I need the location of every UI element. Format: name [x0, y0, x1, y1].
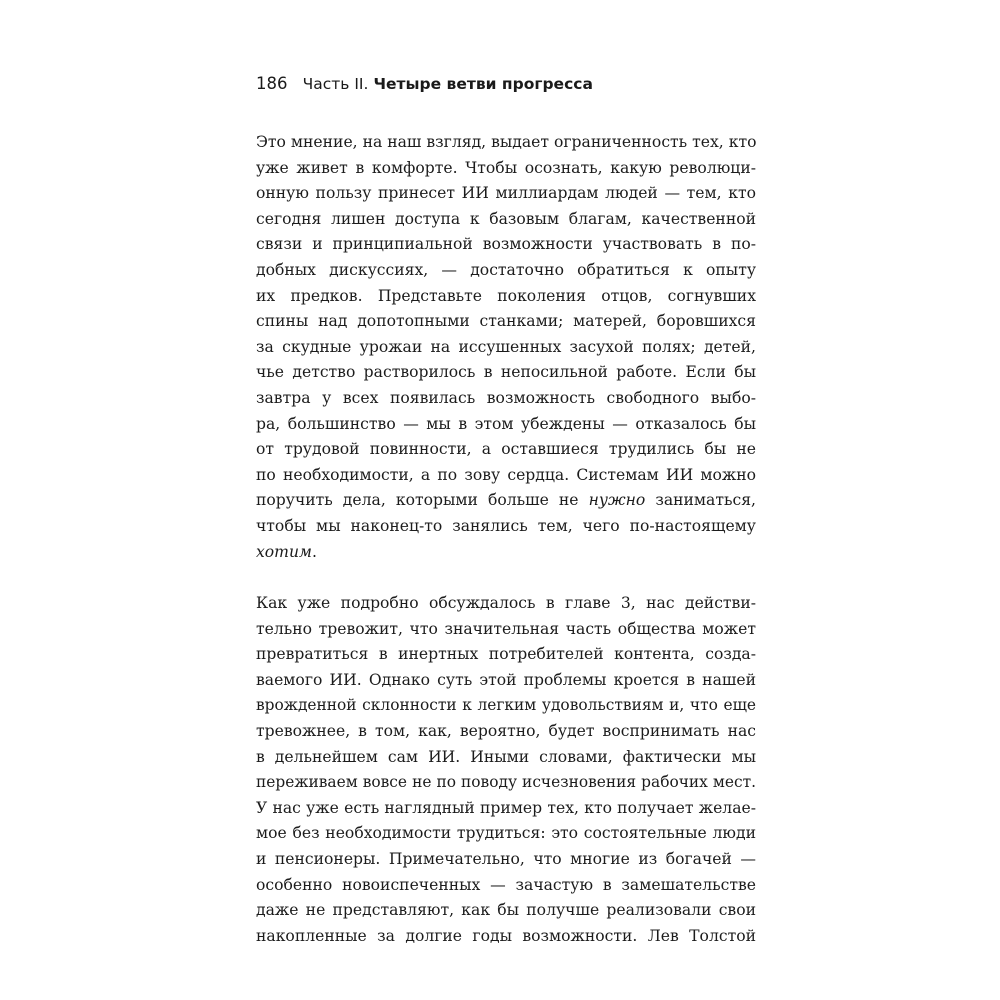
text-line: их предков. Представьте поколения отцов, согнувших [256, 286, 756, 305]
text-line: врожденной склонности к легким удовольствиям и, что еще [256, 696, 756, 715]
text-line: в дельнейшем сам ИИ. Иными словами, фактически мы [256, 747, 756, 766]
text-line: онную пользу принесет ИИ миллиардам людей — тем, кто [256, 184, 756, 203]
text-line: тельно тревожит, что значительная часть общества может [256, 619, 756, 638]
paragraph-1 [256, 130, 756, 565]
text-line: переживаем вовсе не по поводу исчезновения рабочих мест. [256, 773, 756, 792]
text-line: спины над допотопными станками; матерей, боровшихся [256, 312, 756, 331]
page-number: 186 [256, 74, 288, 93]
paragraph-2 [256, 591, 756, 949]
chapter-title: Четыре ветви прогресса [373, 75, 593, 93]
part-label: Часть II. [302, 75, 369, 93]
text-line: связи и принципиальной возможности участвовать в по- [256, 235, 756, 254]
text-line: Это мнение, на наш взгляд, выдает ограниченность тех, кто [256, 133, 756, 151]
text-line: превратиться в инертных потребителей контента, созда- [256, 645, 756, 664]
text-line: ра, большинство — мы в этом убеждены — отказалось бы [256, 414, 756, 433]
text-line: чтобы мы наконец-то занялись тем, чего по-настоящему [256, 516, 756, 535]
text-line [256, 488, 756, 514]
text-line: ваемого ИИ. Однако суть этой проблемы кроется в нашей [256, 670, 756, 689]
text-line: и пенсионеры. Примечательно, что многие из богачей — [256, 850, 756, 869]
text-line: накопленные за долгие годы возможности. Лев Толстой [256, 926, 756, 945]
italic-emphasis: нужно [588, 491, 646, 510]
text-line: от трудовой повинности, а оставшиеся трудились бы не [256, 440, 756, 459]
text-line: даже не представляют, как бы получше реализовали свои [256, 901, 756, 920]
text-line [256, 540, 756, 566]
text-segment: . [311, 542, 317, 561]
text-line: уже живет в комфорте. Чтобы осознать, какую революци- [256, 158, 756, 177]
text-line: особенно новоиспеченных — зачастую в замешательстве [256, 875, 756, 894]
text-line: по необходимости, а по зову сердца. Системам ИИ можно [256, 465, 756, 484]
italic-emphasis: хотим [256, 542, 312, 561]
text-line: чье детство растворилось в непосильной работе. Если бы [256, 363, 756, 382]
text-segment: поручить дела, которыми больше не [256, 491, 589, 510]
body-text [256, 130, 756, 949]
text-line: за скудные урожаи на иссушенных засухой полях; детей, [256, 337, 756, 356]
text-line: У нас уже есть наглядный пример тех, кто получает желае- [256, 798, 756, 817]
text-line: добных дискуссиях, — достаточно обратиться к опыту [256, 260, 756, 279]
text-line: сегодня лишен доступа к базовым благам, качественной [256, 209, 756, 228]
running-head [256, 71, 756, 97]
text-line: Как уже подробно обсуждалось в главе 3, нас действи- [256, 594, 756, 613]
text-line: тревожнее, в том, как, вероятно, будет воспринимать нас [256, 722, 756, 741]
text-segment: заниматься, [645, 491, 756, 510]
text-line: завтра у всех появилась возможность свободного выбо- [256, 388, 756, 407]
text-line: мое без необходимости трудиться: это состоятельные люди [256, 824, 756, 843]
